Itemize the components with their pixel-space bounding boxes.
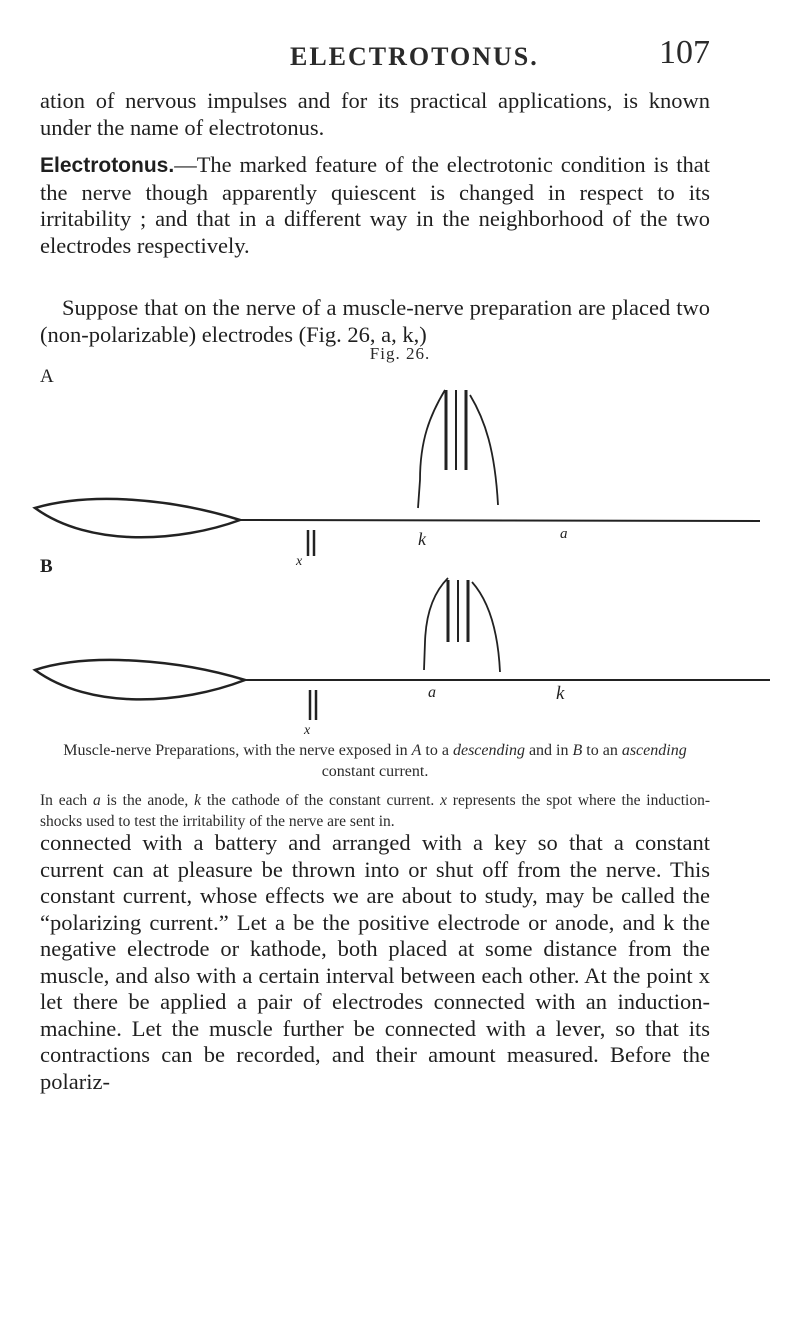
caption-text: constant current. xyxy=(321,763,429,780)
figure-note xyxy=(40,790,710,832)
caption-a: A xyxy=(411,742,422,759)
muscle-b xyxy=(35,660,245,699)
note-k: k xyxy=(194,792,201,809)
note-text: is the anode, xyxy=(100,792,195,809)
label-k-b: k xyxy=(556,683,565,704)
caption-ascending: ascending xyxy=(621,742,687,759)
electrode-k-tube-a xyxy=(418,390,445,508)
caption-descending: descending xyxy=(452,742,525,759)
page-number: 107 xyxy=(659,34,710,71)
paragraph-electrotonus xyxy=(40,152,710,259)
electrode-a-tube-a xyxy=(470,395,498,505)
label-k-a: k xyxy=(418,529,426,549)
label-a-b: a xyxy=(428,684,436,701)
note-text: represents the spot where the induction-shocks used to test the irritability of the nerve are sent in. xyxy=(40,792,710,830)
note-x: x xyxy=(440,792,447,809)
figure-26 xyxy=(0,360,800,740)
note-a: a xyxy=(92,792,101,809)
panel-b xyxy=(35,556,770,738)
figure-caption xyxy=(40,740,710,782)
caption-text: to a xyxy=(421,742,453,759)
caption-b: B xyxy=(572,742,583,759)
electrode-k-tube-b xyxy=(472,582,500,672)
label-x-b: x xyxy=(304,723,311,738)
panel-a xyxy=(35,366,760,569)
running-title: ELECTROTONUS. xyxy=(290,42,539,71)
nerve-a xyxy=(238,520,760,521)
paragraph-connected: connected with a battery and arranged with a key so that a constant current can at pleasure be thrown into or shut off from the nerve. This constant current, whose effects we are about to study, may be called the “polarizing current.” Let a be the positive electrode or anode, and k the negative electrode or kathode, both placed at some distance from the muscle, and also with a certain interval between each other. At the point x let there be applied a pair of electrodes connected with an induction-machine. Let the muscle further be connected with a lever, so that its contractions can be recorded, and their amount measured. Before the polariz- xyxy=(40,830,710,1094)
caption-text: Muscle-nerve Preparations, with the nerve exposed in xyxy=(63,742,412,759)
muscle-a xyxy=(35,499,240,537)
panel-b-title: B xyxy=(40,556,53,577)
page-header xyxy=(40,34,710,82)
note-text: In each xyxy=(40,792,93,809)
paragraph-suppose: Suppose that on the nerve of a muscle-nerve preparation are placed two (non-polarizable) electrodes (Fig. 26, a, k,) xyxy=(40,295,710,347)
caption-text: and in xyxy=(524,742,573,759)
label-a-a: a xyxy=(560,526,568,542)
paragraph-1: ation of nervous impulses and for its practical applications, is known under the name of electrotonus. xyxy=(40,88,710,140)
paragraph-electrotonus-body: —The marked feature of the electrotonic condition is that the nerve though apparently quiescent is changed in respect to its irritability ; and that in a different way in the neighborhood of the two electrodes respectively. xyxy=(40,152,710,258)
electrode-a-tube-b xyxy=(424,578,448,670)
caption-text: to an xyxy=(582,742,622,759)
note-text: the cathode of the constant current. xyxy=(201,792,441,809)
figure-label: Fig. 26. xyxy=(369,344,431,363)
section-lead: Electrotonus. xyxy=(40,154,175,177)
label-x-a: x xyxy=(296,554,303,569)
panel-a-title: A xyxy=(40,366,54,387)
